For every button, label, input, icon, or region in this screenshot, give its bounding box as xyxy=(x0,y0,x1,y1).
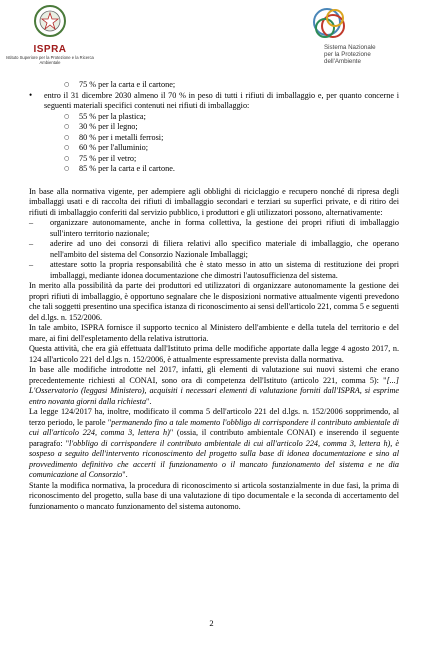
list-item: ○ 75 % per la carta e il cartone; xyxy=(64,80,176,89)
list-item: ○ 85 % per la carta e il cartone. xyxy=(64,164,175,173)
snpa-logo xyxy=(297,4,417,65)
dash-item: – attestare sotto la propria responsabilità che è stato messo in atto un sistema di restituzione dei propri imballaggi, mediante idonea documentazione che dimostri l'autosufficienza del sistema. xyxy=(29,260,399,280)
page-number: 2 xyxy=(209,618,214,628)
ispra-wordmark: ISPRA xyxy=(33,44,67,55)
ispra-logo xyxy=(4,4,96,65)
paragraph: In base alla normativa vigente, per adempiere agli obblighi di riciclaggio e recupero nonché di ripresa degli imballaggi usati e di raccolta dei rifiuti di imballaggio secondari e terziari su superfici private, e di ritiro dei rifiuti di imballaggio conferiti dal servizio pubblico, i produttori e gli utilizzatori possono, alternativamente: xyxy=(29,186,399,217)
paragraph: In tale ambito, ISPRA fornisce il supporto tecnico al Ministero dell'ambiente e della tutela del territorio e del mare, ai fini dell'espletamento della relativa istruttoria. xyxy=(29,323,399,343)
snpa-name: Sistema Nazionale per la Protezione dell'Ambiente xyxy=(324,44,376,65)
paragraph: In merito alla possibilità da parte dei produttori ed utilizzatori di organizzare autonomamente la gestione dei propri rifiuti di imballaggio, è opportuno segnalare che le disposizioni normative attualmente vigenti prevedono che tali soggetti presentino una specifica istanza di riconoscimento ai sensi dell'articolo 221, comma 5 e seguenti del d.lgs. n. 152/2006. xyxy=(29,281,399,322)
italian-emblem-icon xyxy=(33,4,67,38)
paragraph: La legge 124/2017 ha, inoltre, modificato il comma 5 dell'articolo 221 del d.lgs. n. 152/2006 sopprimendo, al terzo periodo, le parole "permanendo fino a tale momento l'obbligo di corrispondere il contributo ambientale di cui all'articolo 224, comma 3, lettera h)" (ossia, il contributo ambientale CONAI) e inserendo il seguente paragrafo: "l'obbligo di corrispondere il contributo ambientale di cui all'articolo 224, comma 3, lettera h), è sospeso a seguito dell'intervento riconoscimento del progetto sulla base di idonea documentazione e sino al provvedimento definitivo che accerti il funzionamento o il mancato funzionamento del sistema e ne dia comunicazione al Consorzio". xyxy=(29,407,399,479)
list-item: ○ 60 % per l'alluminio; xyxy=(64,143,149,152)
paragraph: Questa attività, che era già effettuata dall'Istituto prima delle modifiche apportate dalla legge 4 agosto 2017, n. 124 all'articolo 221 del d.lgs n. 152/2006, è attualmente espressamente prevista dalla normativa. xyxy=(29,344,399,364)
list-item: ○ 75 % per il vetro; xyxy=(64,153,137,163)
list-item: ○ 55 % per la plastica; xyxy=(64,111,146,121)
paragraph: Stante la modifica normativa, la procedura di riconoscimento si articola sostanzialmente in due fasi, la prima di riconoscimento del progetto, sulla base di una valutazione di tipo documentale e la seconda di accertamento del funzionamento o mancato funzionamento del sistema autonomo. xyxy=(29,480,399,511)
list-item: ○ 30 % per il legno; xyxy=(64,122,138,131)
dash-item: – aderire ad uno dei consorzi di filiera relativi allo specifico materiale di imballaggio, che operano nell'ambito del sistema del Consorzio Nazionale Imballaggi; xyxy=(29,239,399,259)
ispra-subtitle: Istituto Superiore per la Protezione e la Ricerca Ambientale xyxy=(6,55,94,65)
snpa-emblem-icon xyxy=(305,4,365,44)
bullet-item: • entro il 31 dicembre 2030 almeno il 70 % in peso di tutti i rifiuti di imballaggio e, per quanto concerne i seguenti materiali specifici contenuti nei rifiuti di imballaggio: xyxy=(29,89,399,110)
paragraph: In base alle modifiche introdotte nel 2017, infatti, gli elementi di valutazione sui nuovi sistemi che erano precedentemente richiesti al CONAI, sono ora di competenza dell'Istituto (articolo 221, comma 5): "[...] L'Osservatorio (leggasi Ministero), acquisiti i necessari elementi di valutazione forniti dall'ISPRA, si esprime entro novanta giorni dalla richiesta". xyxy=(29,365,399,406)
document-body xyxy=(29,80,399,512)
dash-item: – organizzare autonomamente, anche in forma collettiva, la gestione dei propri rifiuti di imballaggio sull'intero territorio nazionale; xyxy=(29,218,399,238)
list-item: ○ 80 % per i metalli ferrosi; xyxy=(64,132,164,142)
